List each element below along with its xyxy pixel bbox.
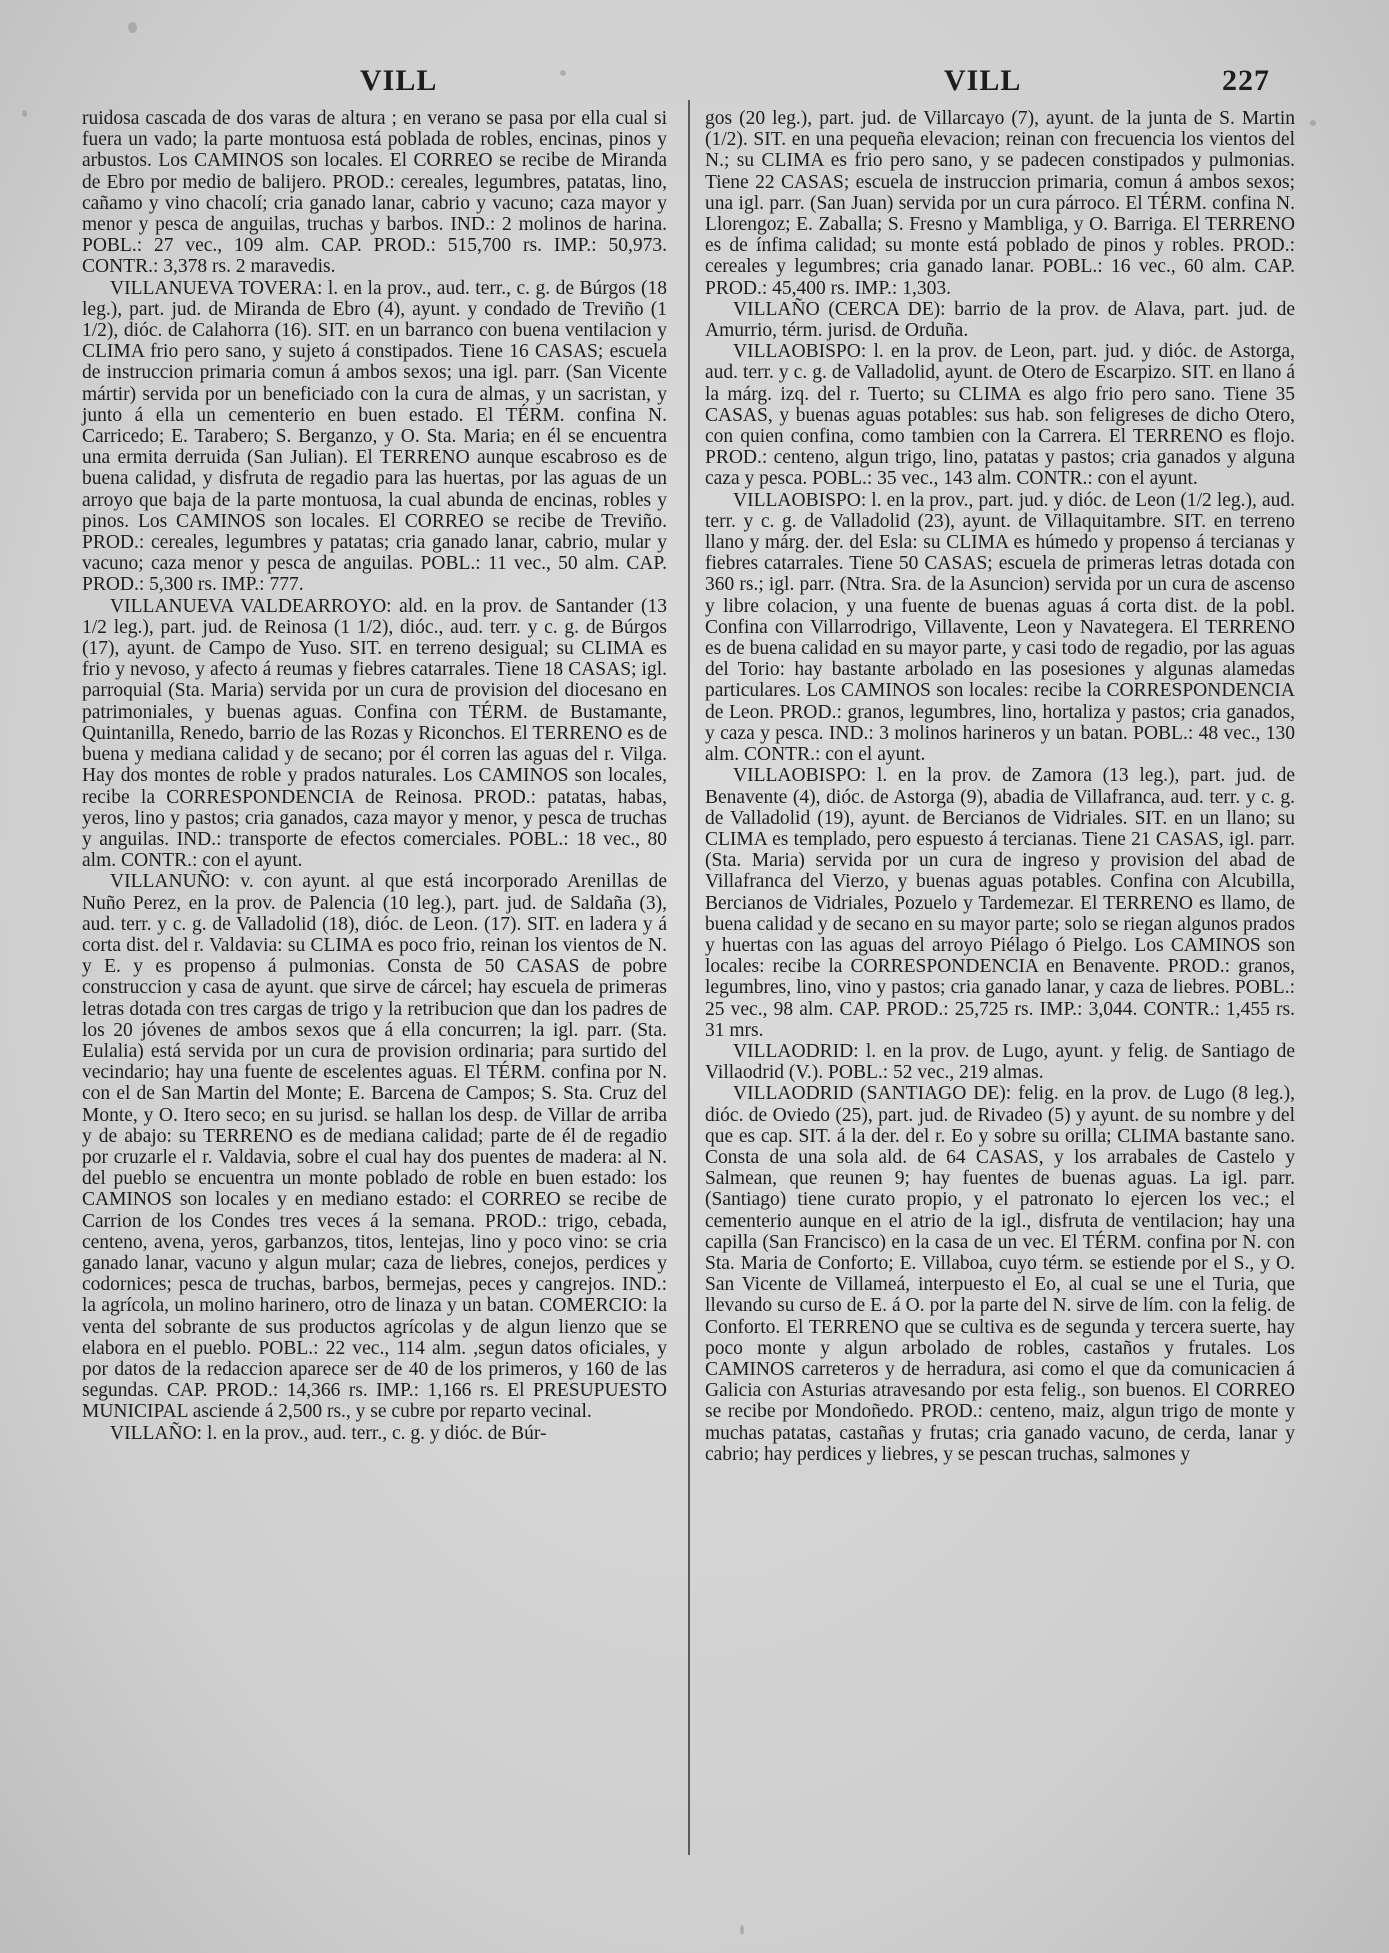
left-column: [82, 108, 667, 1444]
text-entry: VILLAODRID: l. en la prov. de Lugo, ayunt. y felig. de Santiago de Villaodrid (V.). POBL.: 52 vec., 219 almas.: [705, 1040, 1295, 1084]
running-head-right: VILL: [944, 64, 1022, 97]
text-entry: VILLAOBISPO: l. en la prov. de Zamora (13 leg.), part. jud. de Benavente (4), dióc. de Astorga (9), abadia de Villafranca, aud. terr. y c. g. de Valladolid (19), ayunt. de Bercianos de Vidriales. SIT. en un llano; su CLIMA es templado, pero espuesto á tercianas. Tiene 21 CASAS, igl. parr. (Sta. Maria) servida por un cura de ingreso y provision del abad de Villafranca del Vierzo, y buenas aguas potables. Confina con Alcubilla, Bercianos de Vidriales, Pozuelo y Tardemezar. El TERRENO es llamo, de buena calidad y de secano en su mayor parte; solo se riegan algunos prados y huertas con las aguas del arroyo Piélago ó Pielgo. Los CAMINOS son locales: recibe la CORRESPONDENCIA en Benavente. PROD.: granos, legumbres, lino, vino y pastos; cria ganado lanar, y caza de liebres. POBL.: 25 vec., 98 alm. CAP. PROD.: 25,725 rs. IMP.: 3,044. CONTR.: 1,455 rs. 31 mrs.: [705, 765, 1295, 1041]
running-head-left: VILL: [360, 64, 438, 97]
text-entry: VILLANUEVA TOVERA: l. en la prov., aud. terr., c. g. de Búrgos (18 leg.), part. jud. de Miranda de Ebro (4), ayunt. y condado de Treviño (1 1/2), dióc. de Calahorra (16). SIT. en un barranco con buena ventilacion y CLIMA frio pero sano, y sujeto á constipados. Tiene 16 CASAS; escuela de instruccion primaria comun á ambos sexos; una igl. parr. (San Vicente mártir) servida por un beneficiado con la cura de almas, y un sacristan, y junto á ella un cementerio en buen estado. El TÉRM. confina N. Carricedo; E. Tarabero; S. Berganzo, y O. Sta. Maria; en él se encuentra una ermita derruida (San Julian). El TERRENO aunque escabroso es de buena calidad, y disfruta de regadio para las huertas, por las aguas de un arroyo que baja de la parte montuosa, la cual abunda de encinas, robles y pinos. Los CAMINOS son locales. El CORREO se recibe de Treviño. PROD.: cereales, legumbres y patatas; cria ganado lanar, cabrio, mular y vacuno; caza menor y pesca de anguilas. POBL.: 11 vec., 50 alm. CAP. PROD.: 5,300 rs. IMP.: 777.: [82, 277, 667, 596]
scan-speck: [740, 1925, 744, 1935]
text-entry: VILLANUEVA VALDEARROYO: ald. en la prov. de Santander (13 1/2 leg.), part. jud. de Reinosa (1 1/2), dióc., aud. terr. y c. g. de Búrgos (17), ayunt. de Campo de Yuso. SIT. en terreno desigual; su CLIMA es frio y nevoso, y afecto á reumas y fiebres catarrales. Tiene 18 CASAS; igl. parroquial (Sta. Maria) servida por un cura de provision del diocesano en patrimoniales, y buenas aguas. Confina con TÉRM. de Bustamante, Quintanilla, Renedo, barrio de las Rozas y Riconchos. El TERRENO es de buena y mediana calidad y de secano; por él corren las aguas del r. Vilga. Hay dos montes de roble y prados naturales. Los CAMINOS son locales, recibe la CORRESPONDENCIA de Reinosa. PROD.: patatas, habas, yeros, lino y pastos; cria ganados, caza mayor y menor, y pesca de truchas y anguilas. IND.: transporte de efectos comerciales. POBL.: 18 vec., 80 alm. CONTR.: con el ayunt.: [82, 595, 667, 872]
column-divider: [688, 100, 690, 1855]
text-entry: VILLAÑO: l. en la prov., aud. terr., c. g. y dióc. de Búr-: [110, 1422, 547, 1444]
text-entry: VILLAODRID (SANTIAGO DE): felig. en la prov. de Lugo (8 leg.), dióc. de Oviedo (25), part. jud. de Rivadeo (5) y ayunt. de su nombre y del que es cap. SIT. á la der. del r. Eo y sobre su orilla; CLIMA bastante sano. Consta de una sola ald. de 64 CASAS, y los arrabales de Castelo y Salmean, que reunen 9; hay fuentes de buenas aguas. La igl. parr. (Santiago) tiene curato propio, y el patronato lo ejercen los vec.; el cementerio aunque en el atrio de la igl., disfruta de ventilacion; hay una capilla (San Francisco) en la casa de un vec. El TÉRM. confina por N. con Sta. Maria de Conforto; E. Villaboa, cuyo térm. se estiende por el S., y O. San Vicente de Villameá, interpuesto el Eo, al cual se une el Turia, que llevando su curso de E. á O. por la parte del N. sirve de lím. con la felig. de Conforto. El TERRENO que se cultiva es de segunda y tercera suerte, hay poco monte y algun arbolado de robles, castaños y frutales. Los CAMINOS carreteros y de herradura, asi como el que da comunicacien á Galicia con Asturias atravesando por esta felig., son buenos. El CORREO se recibe por Mondoñedo. PROD.: centeno, maiz, algun trigo de monte y muchas patatas, castañas y frutas; cria ganado vacuno, de cerda, lanar y cabrio; hay perdices y liebres, y se pescan truchas, salmones y: [705, 1083, 1295, 1465]
text-entry: VILLANUÑO: v. con ayunt. al que está incorporado Arenillas de Nuño Perez, en la prov. de Palencia (10 leg.), part. jud. de Saldaña (3), aud. terr. y c. g. de Valladolid (18), dióc. de Leon. (17). SIT. en ladera y á corta dist. del r. Valdavia: su CLIMA es poco frio, reinan los vientos de N. y E. y es propenso á pulmonias. Consta de 50 CASAS de pobre construccion y casa de ayunt. que sirve de cárcel; hay escuela de primeras letras dotada con tres cargas de trigo y la retribucion que dan los padres de los 20 jóvenes de ambos sexos que á ella concurren; la igl. parr. (Sta. Eulalia) está servida por un cura de provision ordinaria; para surtido del vecindario; hay una fuente de escelentes aguas. El TÉRM. confina por N. con el de San Martin del Monte; E. Barcena de Campos; S. Sta. Cruz del Monte, y O. Itero seco; en su jurisd. se hallan los desp. de Villar de arriba y de abajo: su TERRENO es de mediana calidad; parte de él de regadio por cruzarle el r. Valdavia, sobre el cual hay dos puentes de madera: al N. del pueblo se encuentra un monte poblado de roble en buen estado: los CAMINOS son locales y en mediano estado: el CORREO se recibe de Carrion de los Condes tres veces á la semana. PROD.: trigo, cebada, centeno, avena, yeros, garbanzos, titos, lentejas, lino y poco vino: se cria ganado lanar, vacuno y algun mular; caza de liebres, conejos, perdices y codornices; pesca de truchas, barbos, bermejas, peces y cangrejos. IND.: la agrícola, un molino harinero, otro de linaza y un batan. COMERCIO: la venta del sobrante de sus productos agrícolas y de algun lienzo que se elabora en el pueblo. POBL.: 22 vec., 114 alm. ,segun datos oficiales, y por datos de la redaccion aparece ser de 40 de los primeros, y 160 de las segundas. CAP. PROD.: 14,366 rs. IMP.: 1,166 rs. El PRESUPUESTO MUNICIPAL asciende á 2,500 rs., y se cubre por reparto vecinal.: [82, 871, 667, 1423]
scan-speck: [22, 110, 27, 117]
text-entry: VILLAOBISPO: l. en la prov., part. jud. y dióc. de Leon (1/2 leg.), aud. terr. y c. g. de Valladolid (23), ayunt. de Villaquitambre. SIT. en terreno llano y márg. der. del Esla: su CLIMA es húmedo y propenso á tercianas y fiebres catarrales. Tiene 50 CASAS; escuela de primeras letras dotada con 360 rs.; igl. parr. (Ntra. Sra. de la Asuncion) servida por un cura de ascenso y libre colacion, y una fuente de buenas aguas á corta dist. de la pobl. Confina con Villarrodrigo, Villavente, Leon y Navategera. El TERRENO es de buena calidad en su mayor parte, y casi todo de regadio, por las aguas del Torio: hay bastante arbolado en las posesiones y algunas alamedas particulares. Los CAMINOS son locales: recibe la CORRESPONDENCIA de Leon. PROD.: granos, legumbres, lino, hortaliza y pastos; cria ganados, y caza y pesca. IND.: 3 molinos harineros y un batan. POBL.: 48 vec., 130 alm. CONTR.: con el ayunt.: [705, 489, 1295, 766]
right-column: [705, 108, 1295, 1465]
text-entry: VILLAOBISPO: l. en la prov. de Leon, part. jud. y dióc. de Astorga, aud. terr. y c. g. de Valladolid, ayunt. de Otero de Escarpizo. SIT. en llano á la márg. izq. del r. Tuerto; su CLIMA es algo frio pero sano. Tiene 35 CASAS, y buenas aguas potables: sus hab. son feligreses de dicho Otero, con quien confina, como tambien con la Carrera. El TERRENO es flojo. PROD.: centeno, algun trigo, lino, patatas y pastos; cria ganados y alguna caza y pesca. POBL.: 35 vec., 143 alm. CONTR.: con el ayunt.: [705, 341, 1295, 490]
scan-speck: [128, 22, 137, 33]
scan-speck: [1310, 120, 1316, 126]
page-number: 227: [1222, 64, 1270, 97]
scan-speck: [560, 70, 566, 76]
text-entry: ruidosa cascada de dos varas de altura ; en verano se pasa por ella cual si fuera un vado; la parte montuosa está poblada de robles, encinas, pinos y arbustos. Los CAMINOS son locales. El CORREO se recibe de Miranda de Ebro por medio de balijero. PROD.: cereales, legumbres, patatas, lino, cañamo y vino chacolí; cria ganado lanar, cabrio y vacuno; caza mayor y menor y pesca de anguilas, truchas y barbos. IND.: 2 molinos de harina. POBL.: 27 vec., 109 alm. CAP. PROD.: 515,700 rs. IMP.: 50,973. CONTR.: 3,378 rs. 2 maravedis.: [82, 108, 667, 278]
text-entry-continuation: gos (20 leg.), part. jud. de Villarcayo (7), ayunt. de la junta de S. Martin (1/2). SIT. en una pequeña elevacion; reinan con frecuencia los vientos del N.; su CLIMA es frio pero sano, y se padecen constipados y pulmonias. Tiene 22 CASAS; escuela de instruccion primaria, comun á ambos sexos; una igl. parr. (San Juan) servida por un cura párroco. El TÉRM. confina N. Llorengoz; E. Zaballa; S. Fresno y Mambliga, y O. Barriga. El TERRENO es de ínfima calidad; su monte está poblado de pinos y robles. PROD.: cereales y legumbres; cria ganado lanar. POBL.: 16 vec., 60 alm. CAP. PROD.: 45,400 rs. IMP.: 1,303.: [705, 108, 1295, 299]
text-entry: VILLAÑO (CERCA DE): barrio de la prov. de Alava, part. jud. de Amurrio, térm. jurisd. de Orduña.: [705, 298, 1295, 342]
